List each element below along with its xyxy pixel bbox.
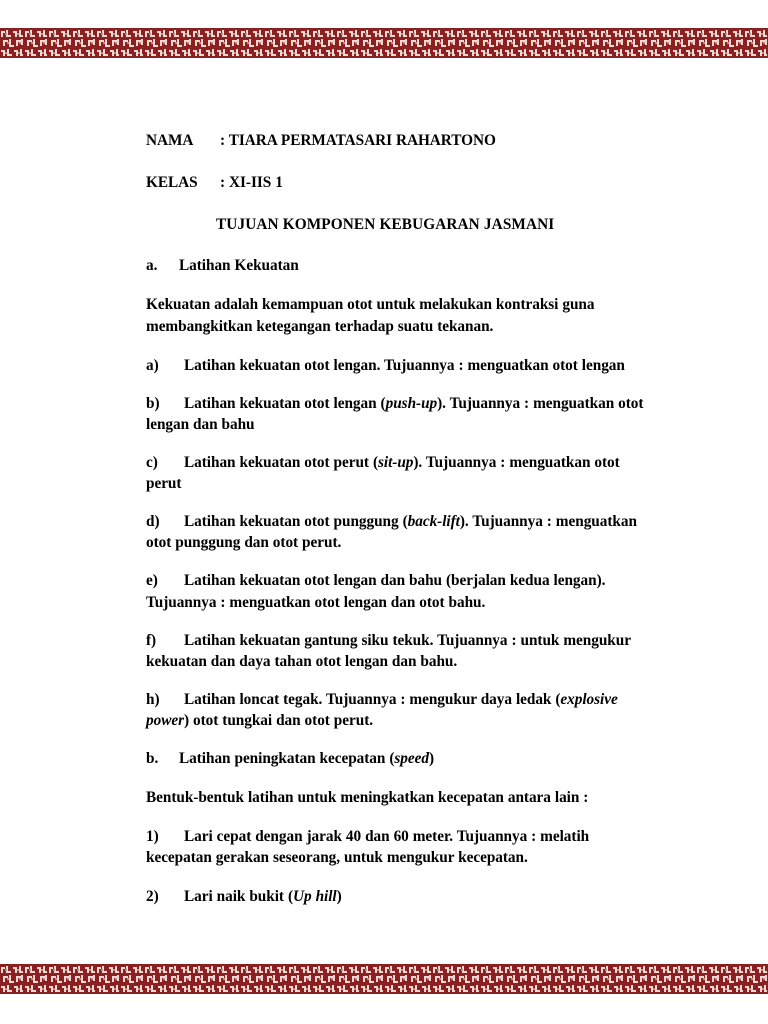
section-marker-b: b.	[146, 750, 159, 768]
section-marker-a: a.	[146, 257, 158, 275]
list-item-marker: d)	[146, 513, 160, 531]
list-item-italic-term: Up hill	[293, 887, 337, 905]
student-name-value: : TIARA PERMATASARI RAHARTONO	[220, 132, 496, 149]
list-item	[146, 393, 652, 435]
list-item-text: Latihan kekuatan otot perut (	[184, 453, 378, 471]
list-item-text-tail: ). Tujuannya : menguatkan otot lengan dan bahu	[146, 394, 644, 433]
list-item	[146, 826, 652, 868]
list-item-text: Latihan kekuatan gantung siku tekuk. Tujuannya : untuk mengukur kekuatan dan daya tahan otot lengan dan bahu.	[146, 631, 631, 670]
list-item-marker: c)	[146, 453, 158, 471]
list-item-text: Latihan kekuatan otot lengan (	[184, 394, 386, 412]
student-name-label: NAMA	[146, 132, 194, 149]
list-item	[146, 689, 652, 731]
text-column	[146, 130, 652, 924]
list-item-marker: h)	[146, 690, 160, 708]
page-title: TUJUAN KOMPONEN KEBUGARAN JASMANI	[216, 216, 555, 234]
section-a-intro: Kekuatan adalah kemampuan otot untuk melakukan kontraksi guna membangkitkan ketegangan terhadap suatu tekanan.	[146, 296, 595, 335]
section-heading-a	[146, 255, 652, 276]
list-item-marker: 1)	[146, 828, 159, 846]
list-item-text-tail: ). Tujuannya : menguatkan otot punggung dan otot perut.	[146, 513, 637, 552]
list-item-italic-term: explosive power	[146, 690, 618, 729]
list-item	[146, 452, 652, 494]
list-item-marker: b)	[146, 394, 160, 412]
section-heading-b-label: Latihan peningkatan kecepatan (	[179, 750, 395, 768]
section-heading-b	[146, 748, 652, 769]
list-item-text: Lari naik bukit (	[184, 887, 293, 905]
list-item-text: Latihan kekuatan otot punggung (	[184, 513, 408, 531]
list-item-text-tail: ) otot tungkai dan otot perut.	[184, 711, 374, 729]
list-item-text-tail: )	[336, 887, 342, 905]
list-item-text: Latihan loncat tegak. Tujuannya : mengukur daya ledak (	[184, 690, 561, 708]
list-item-marker: f)	[146, 631, 157, 649]
list-item	[146, 355, 652, 376]
section-heading-a-label: Latihan Kekuatan	[179, 257, 299, 275]
list-item-italic-term: sit-up	[377, 453, 414, 471]
list-item-marker: a)	[146, 356, 159, 374]
student-class-line	[146, 172, 652, 193]
student-class-value: : XI-IIS 1	[220, 174, 283, 192]
student-name-line	[146, 130, 652, 151]
section-heading-b-italic: speed	[394, 750, 429, 768]
list-item	[146, 630, 652, 672]
list-item-text-tail: ). Tujuannya : menguatkan otot perut	[146, 453, 620, 493]
list-item-italic-term: push-up	[385, 394, 438, 412]
list-item	[146, 570, 652, 612]
list-item	[146, 886, 652, 907]
bottom-border-pattern	[0, 964, 768, 994]
list-item-text: Latihan kekuatan otot lengan. Tujuannya : menguatkan otot lengan	[184, 356, 625, 374]
student-class-label: KELAS	[146, 174, 198, 192]
top-decorative-border	[0, 28, 768, 58]
list-item-italic-term: back-lift	[407, 513, 460, 531]
bottom-decorative-border	[0, 964, 768, 994]
list-item	[146, 511, 652, 553]
document-body	[0, 58, 768, 964]
section-heading-b-tail: )	[428, 750, 435, 768]
top-border-pattern	[0, 28, 768, 58]
list-item-text: Lari cepat dengan jarak 40 dan 60 meter. Tujuannya : melatih kecepatan gerakan seseorang, untuk mengukur kecepatan.	[146, 828, 590, 867]
section-b-intro: Bentuk-bentuk latihan untuk meningkatkan kecepatan antara lain :	[146, 789, 589, 807]
list-item-marker: e)	[146, 572, 158, 590]
list-item-marker: 2)	[146, 887, 159, 905]
list-item-text: Latihan kekuatan otot lengan dan bahu (berjalan kedua lengan). Tujuannya : menguatkan otot lengan dan otot bahu.	[146, 572, 606, 611]
